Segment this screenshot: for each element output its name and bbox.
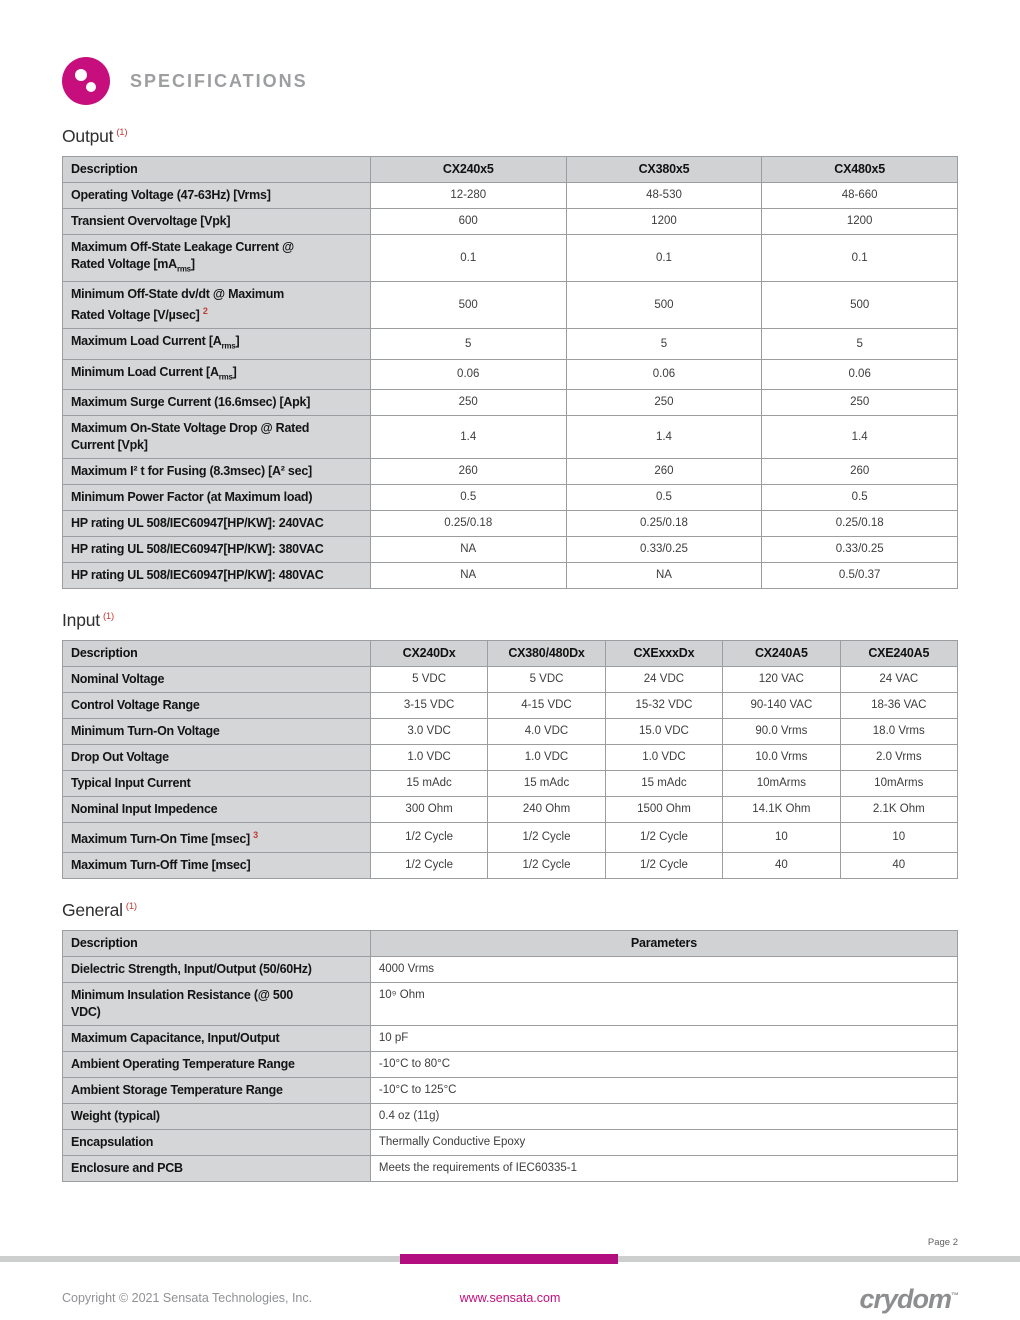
row-label: Encapsulation [63,1130,371,1156]
specifications-title: SPECIFICATIONS [130,70,308,91]
cell-value: 10mArms [840,771,957,797]
row-label: Maximum Turn-Off Time [msec] [63,853,371,879]
general-title-text: General [62,900,123,921]
column-header: Description [63,156,371,182]
logo-dot-icon [75,69,87,81]
row-label: Dielectric Strength, Input/Output (50/60Hz) [63,957,371,983]
table-row [63,719,958,745]
cell-value: 260 [566,459,762,485]
cell-value: 5 VDC [370,667,487,693]
row-label: Operating Voltage (47-63Hz) [Vrms] [63,182,371,208]
cell-value: 600 [370,208,566,234]
table-row [63,329,958,360]
cell-value: 90.0 Vrms [723,719,840,745]
cell-value: 1/2 Cycle [605,823,722,853]
copyright-text: Copyright © 2021 Sensata Technologies, Inc. [62,1290,313,1305]
footer-divider-accent [400,1254,618,1264]
row-label: Ambient Operating Temperature Range [63,1052,371,1078]
table-row [63,416,958,459]
row-label: Minimum Load Current $[A_{rms}]$ [63,359,371,390]
column-header: CXE240A5 [840,641,957,667]
header-row [63,931,958,957]
cell-value: 0.1 [762,234,958,282]
cell-value: 10mArms [723,771,840,797]
cell-value: 0.06 [370,359,566,390]
table-row [63,667,958,693]
cell-value: 3-15 VDC [370,693,487,719]
table-row [63,693,958,719]
cell-value: 5 [762,329,958,360]
row-label: Transient Overvoltage [Vpk] [63,208,371,234]
website-link[interactable]: www.sensata.com [459,1290,561,1305]
table-row [63,537,958,563]
cell-value: 500 [566,282,762,329]
row-label: Ambient Storage Temperature Range [63,1078,371,1104]
cell-value: 0.5 [762,485,958,511]
cell-value: 0.1 [370,234,566,282]
header-row [63,641,958,667]
output-footnote-ref: (1) [116,127,128,138]
cell-value: 1/2 Cycle [488,853,605,879]
column-header: CXExxxDx [605,641,722,667]
cell-value: 0.5 [566,485,762,511]
logo-dot-icon [86,82,96,92]
cell-value: 0.5/0.37 [762,563,958,589]
table-row [63,745,958,771]
table-row [63,797,958,823]
cell-value: 0.33/0.25 [762,537,958,563]
row-label: Nominal Input Impedence [63,797,371,823]
cell-value: 1.4 [762,416,958,459]
table-row [63,563,958,589]
brand-zone [560,1282,958,1313]
row-label: Weight (typical) [63,1104,371,1130]
row-label: HP rating UL 508/IEC60947[HP/KW]: 380VAC [63,537,371,563]
column-header: CX240A5 [723,641,840,667]
cell-value: 3.0 VDC [370,719,487,745]
input-title-text: Input [62,610,100,631]
cell-value: 250 [762,390,958,416]
cell-value: 0.25/0.18 [762,511,958,537]
cell-value: 1.4 [566,416,762,459]
table-row [63,182,958,208]
cell-value: 15 mAdc [488,771,605,797]
table-row [63,957,958,983]
table-row [63,390,958,416]
cell-value: 5 VDC [488,667,605,693]
row-label: Minimum Insulation Resistance (@ 500 VDC) [63,983,371,1026]
footer-divider [0,1256,1020,1262]
row-label: Control Voltage Range [63,693,371,719]
cell-value: 0.25/0.18 [566,511,762,537]
cell-value: 4-15 VDC [488,693,605,719]
cell-value: 10 [723,823,840,853]
table-row [63,1156,958,1182]
page-footer [62,1282,958,1313]
cell-value: NA [566,563,762,589]
cell-value: 48-530 [566,182,762,208]
cell-value: 4.0 VDC [488,719,605,745]
page-header [62,57,958,105]
row-label: Typical Input Current [63,771,371,797]
cell-value: 10⁹ Ohm [370,983,957,1026]
cell-value: 120 VAC [723,667,840,693]
cell-value: 18-36 VAC [840,693,957,719]
cell-value: 0.1 [566,234,762,282]
cell-value: 1/2 Cycle [370,853,487,879]
cell-value: 14.1K Ohm [723,797,840,823]
cell-value: 0.06 [762,359,958,390]
cell-value: NA [370,563,566,589]
row-label: Drop Out Voltage [63,745,371,771]
cell-value: 12-280 [370,182,566,208]
cell-value: 300 Ohm [370,797,487,823]
output-section-title [62,123,958,146]
row-label: Maximum Off-State Leakage Current @ Rated Voltage $[mA_{rms}]$ [63,234,371,282]
crydom-logo [859,1284,958,1314]
table-row [63,459,958,485]
column-header: CX380x5 [566,156,762,182]
table-row [63,823,958,853]
output-title-text: Output [62,125,114,146]
cell-value: 1/2 Cycle [370,823,487,853]
cell-value: 0.4 oz (11g) [370,1104,957,1130]
table-row [63,1104,958,1130]
row-label: Maximum Turn-On Time [msec] $^3$ [63,823,371,853]
cell-value: 1.0 VDC [605,745,722,771]
table-row [63,485,958,511]
column-header: Description [63,641,371,667]
column-header: CX240x5 [370,156,566,182]
row-label: Minimum Power Factor (at Maximum load) [63,485,371,511]
row-label: Maximum On-State Voltage Drop @ Rated Current [Vpk] [63,416,371,459]
page-number: Page 2 [927,1237,958,1249]
cell-value: 24 VDC [605,667,722,693]
cell-value: 1.4 [370,416,566,459]
crydom-logo-text: crydom [859,1284,952,1315]
input-table [62,640,958,879]
table-row [63,983,958,1026]
cell-value: NA [370,537,566,563]
trademark-icon: ™ [951,1291,959,1301]
cell-value: 15.0 VDC [605,719,722,745]
cell-value: 1.0 VDC [488,745,605,771]
row-label: Maximum Surge Current (16.6msec) [Apk] [63,390,371,416]
cell-value: 1200 [566,208,762,234]
table-row [63,234,958,282]
column-header: CX240Dx [370,641,487,667]
general-section-title [62,897,958,920]
cell-value: -10°C to 125°C [370,1078,957,1104]
cell-value: 10 pF [370,1026,957,1052]
cell-value: 1200 [762,208,958,234]
cell-value: 24 VAC [840,667,957,693]
cell-value: 2.0 Vrms [840,745,957,771]
cell-value: -10°C to 80°C [370,1052,957,1078]
cell-value: Meets the requirements of IEC60335-1 [370,1156,957,1182]
cell-value: 1500 Ohm [605,797,722,823]
row-label: Nominal Voltage [63,667,371,693]
table-row [63,282,958,329]
row-label: Maximum Load Current $[A_{rms}]$ [63,329,371,360]
table-row [63,771,958,797]
cell-value: 15-32 VDC [605,693,722,719]
cell-value: 260 [762,459,958,485]
table-row [63,1078,958,1104]
cell-value: 2.1K Ohm [840,797,957,823]
cell-value: 1/2 Cycle [488,823,605,853]
cell-value: 10 [840,823,957,853]
cell-value: 0.06 [566,359,762,390]
input-footnote-ref: (1) [102,611,114,623]
row-label: Enclosure and PCB [63,1156,371,1182]
table-row [63,511,958,537]
cell-value: 500 [762,282,958,329]
cell-value: 18.0 Vrms [840,719,957,745]
column-header: Description [63,931,371,957]
cell-value: 0.5 [370,485,566,511]
output-table [62,156,958,590]
row-label: Minimum Off-State dv/dt @ Maximum Rated Voltage [V/µsec] $^2$ [63,282,371,329]
cell-value: 250 [370,390,566,416]
column-header: Parameters [370,931,957,957]
cell-value: 250 [566,390,762,416]
cell-value: 0.25/0.18 [370,511,566,537]
row-label: Maximum I² t for Fusing (8.3msec) [A² sec] [63,459,371,485]
cell-value: 10.0 Vrms [723,745,840,771]
crydom-dots-logo-icon [62,57,110,105]
cell-value: 15 mAdc [370,771,487,797]
general-table [62,930,958,1182]
header-row [63,156,958,182]
cell-value: Thermally Conductive Epoxy [370,1130,957,1156]
cell-value: 15 mAdc [605,771,722,797]
cell-value: 0.33/0.25 [566,537,762,563]
cell-value: 90-140 VAC [723,693,840,719]
row-label: HP rating UL 508/IEC60947[HP/KW]: 480VAC [63,563,371,589]
table-row [63,1130,958,1156]
row-label: Maximum Capacitance, Input/Output [63,1026,371,1052]
cell-value: 1.0 VDC [370,745,487,771]
table-row [63,1026,958,1052]
column-header: CX480x5 [762,156,958,182]
row-label: Minimum Turn-On Voltage [63,719,371,745]
cell-value: 240 Ohm [488,797,605,823]
cell-value: 40 [723,853,840,879]
cell-value: 500 [370,282,566,329]
cell-value: 1/2 Cycle [605,853,722,879]
cell-value: 260 [370,459,566,485]
cell-value: 5 [566,329,762,360]
table-row [63,208,958,234]
cell-value: 5 [370,329,566,360]
table-row [63,853,958,879]
table-row [63,1052,958,1078]
general-footnote-ref: (1) [125,901,137,913]
table-row [63,359,958,390]
input-section-title [62,607,958,630]
column-header: CX380/480Dx [488,641,605,667]
cell-value: 40 [840,853,957,879]
cell-value: 48-660 [762,182,958,208]
row-label: HP rating UL 508/IEC60947[HP/KW]: 240VAC [63,511,371,537]
cell-value: 4000 Vrms [370,957,957,983]
